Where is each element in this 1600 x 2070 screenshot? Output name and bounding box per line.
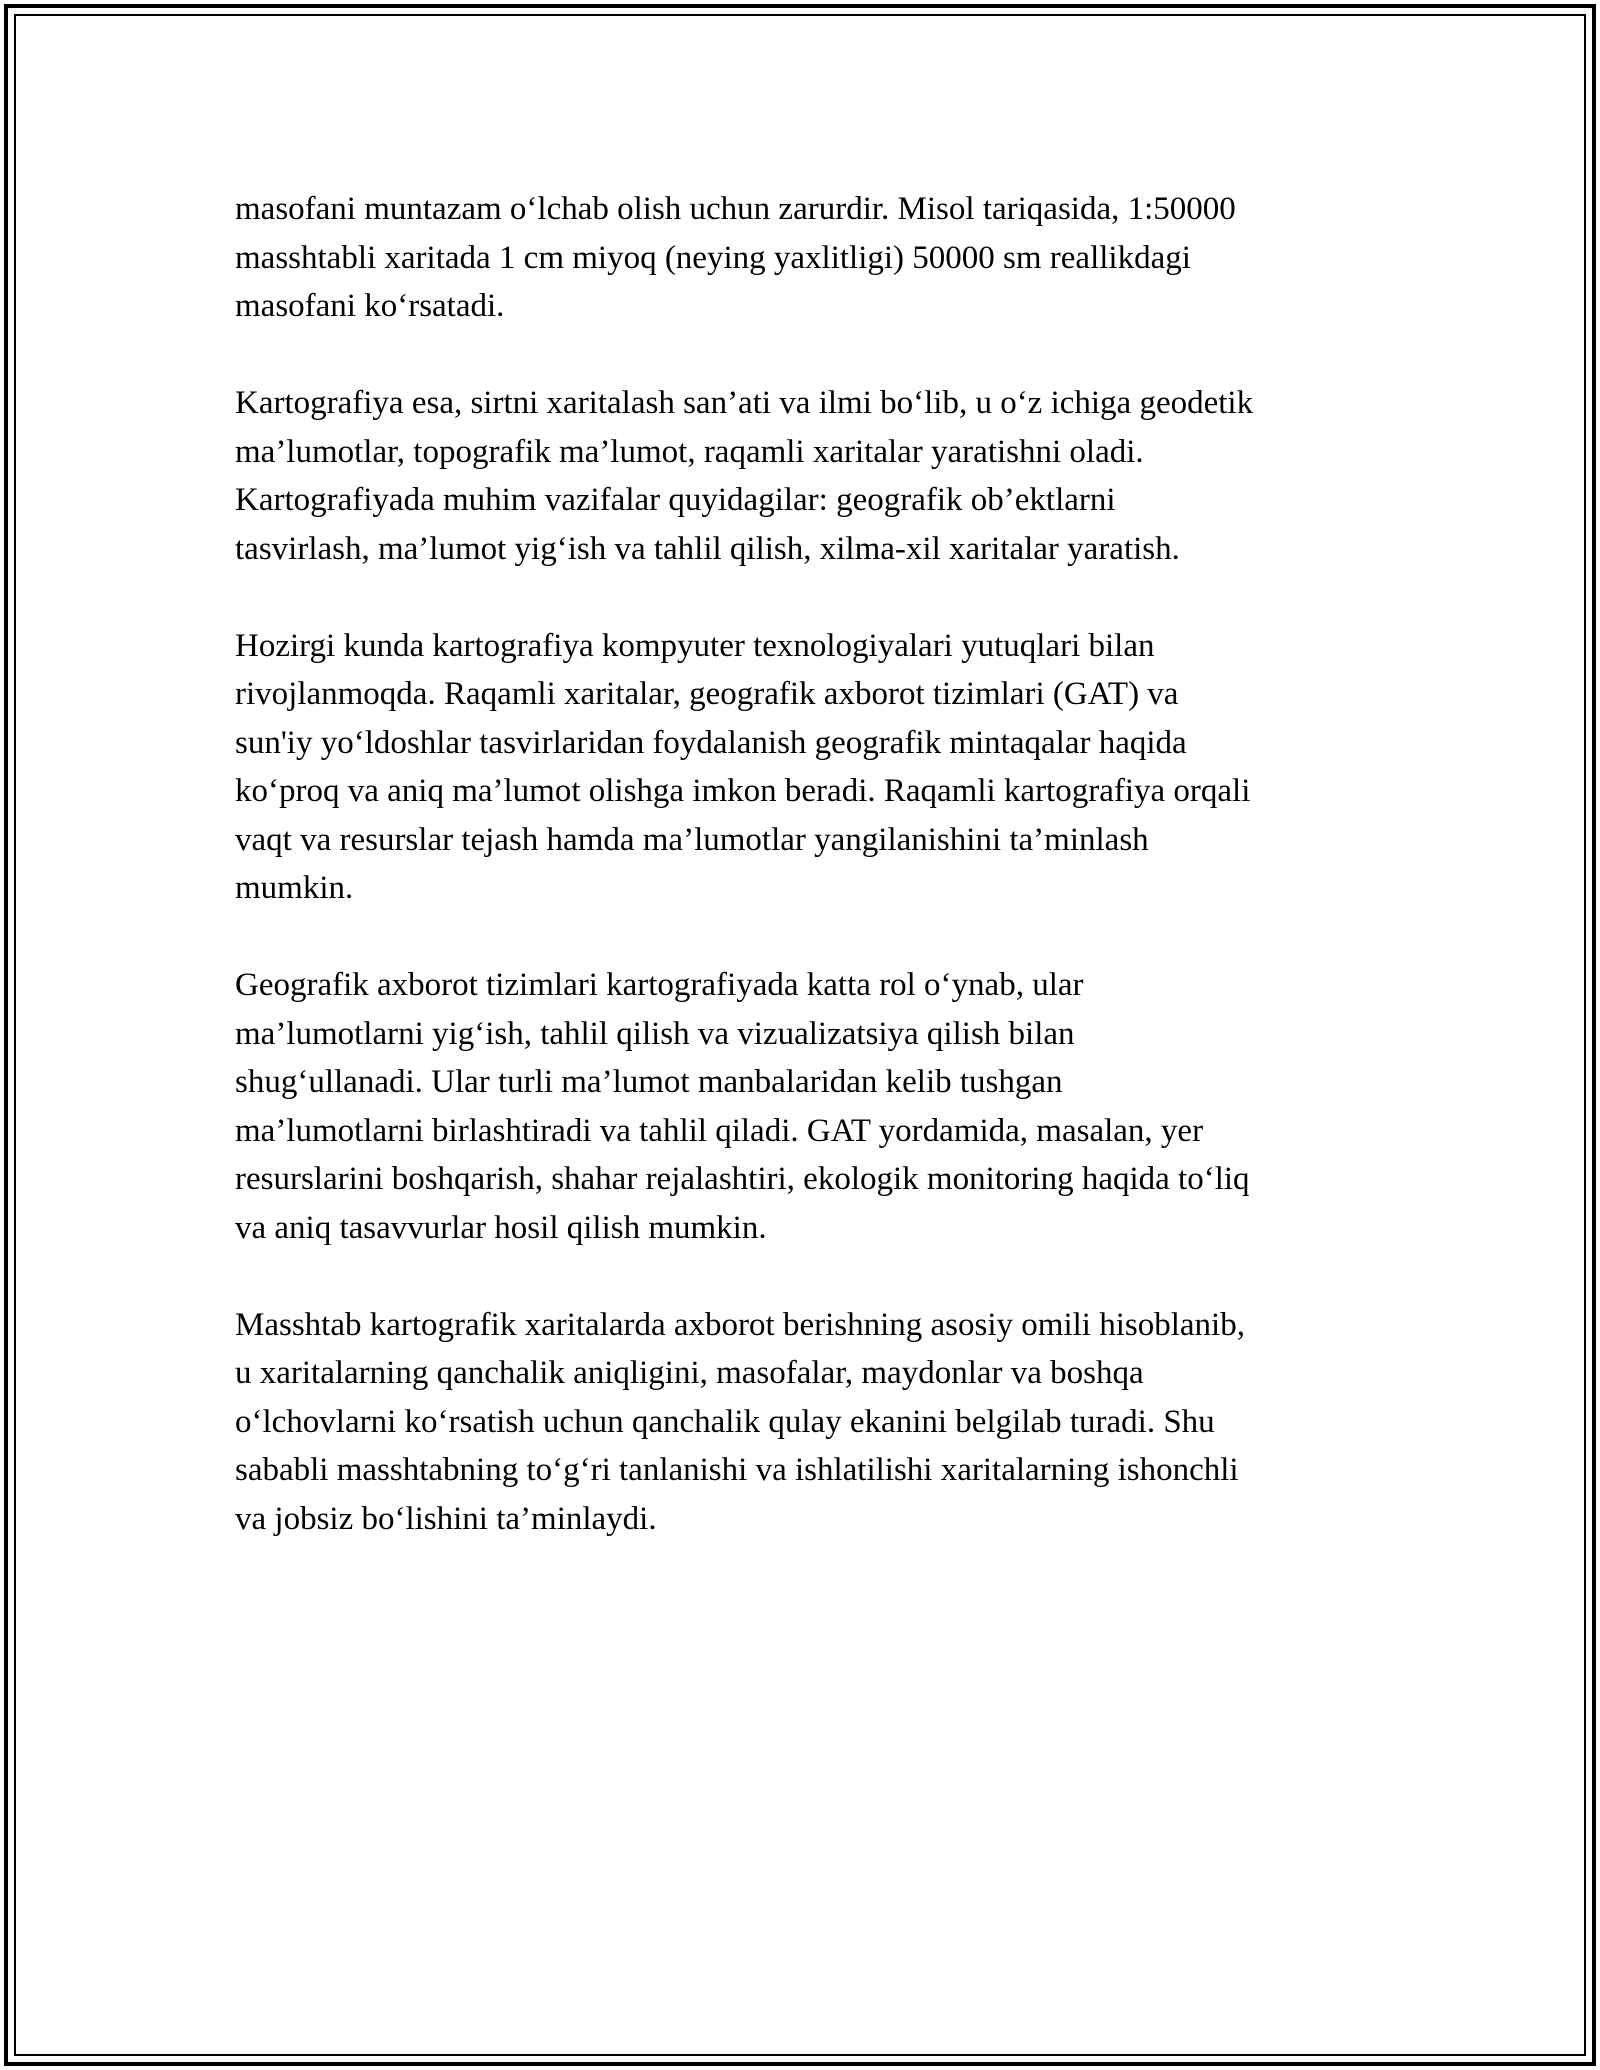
paragraph-gis-role: Geografik axborot tizimlari kartografiyada katta rol o‘ynab, ular ma’lumotlarni yig‘ish, tahlil qilish va vizualizatsiya qilish bilan shug‘ullanadi. Ular turli ma’lumot manbalaridan kelib tushgan ma’lumotlarni birlashtiradi va tahlil qiladi. GAT yordamida, masalan, yer resurslarini boshqarish, shahar rejalashtiri, ekologik monitoring haqida to‘liq va aniq tasavvurlar hosil qilish mumkin.	[235, 967, 1250, 1246]
paragraph-cartography-definition: Kartografiya esa, sirtni xaritalash san’ati va ilmi bo‘lib, u o‘z ichiga geodetik ma’lumotlar, topografik ma’lumot, raqamli xaritalar yaratishni oladi. Kartografiyada muhim vazifalar quyidagilar: geografik ob’ektlarni tasvirlash, ma’lumot yig‘ish va tahlil qilish, xilma-xil xaritalar yaratish.	[235, 385, 1254, 567]
paragraph-digital-cartography: Hozirgi kunda kartografiya kompyuter texnologiyalari yutuqlari bilan rivojlanmoqda. Raqamli xaritalar, geografik axborot tizimlari (GAT) va sun'iy yo‘ldoshlar tasvirlaridan foydalanish geografik mintaqalar haqida ko‘proq va aniq ma’lumot olishga imkon beradi. Raqamli kartografiya orqali vaqt va resurslar tejash hamda ma’lumotlar yangilanishini ta’minlash mumkin.	[235, 627, 1251, 906]
document-body	[235, 185, 1375, 1592]
paragraph-scale-importance: Masshtab kartografik xaritalarda axborot berishning asosiy omili hisoblanib, u xaritalarning qanchalik aniqligini, masofalar, maydonlar va boshqa o‘lchovlarni ko‘rsatish uchun qanchalik qulay ekanini belgilab turadi. Shu sababli masshtabning to‘g‘ri tanlanishi va ishlatilishi xaritalarning ishonchli va jobsiz bo‘lishini ta’minlaydi.	[235, 1306, 1245, 1537]
paragraph-scale-example: masofani muntazam o‘lchab olish uchun zarurdir. Misol tariqasida, 1:50000 masshtabli xaritada 1 cm miyoq (neying yaxlitligi) 50000 sm reallikdagi masofani ko‘rsatadi.	[235, 191, 1236, 324]
